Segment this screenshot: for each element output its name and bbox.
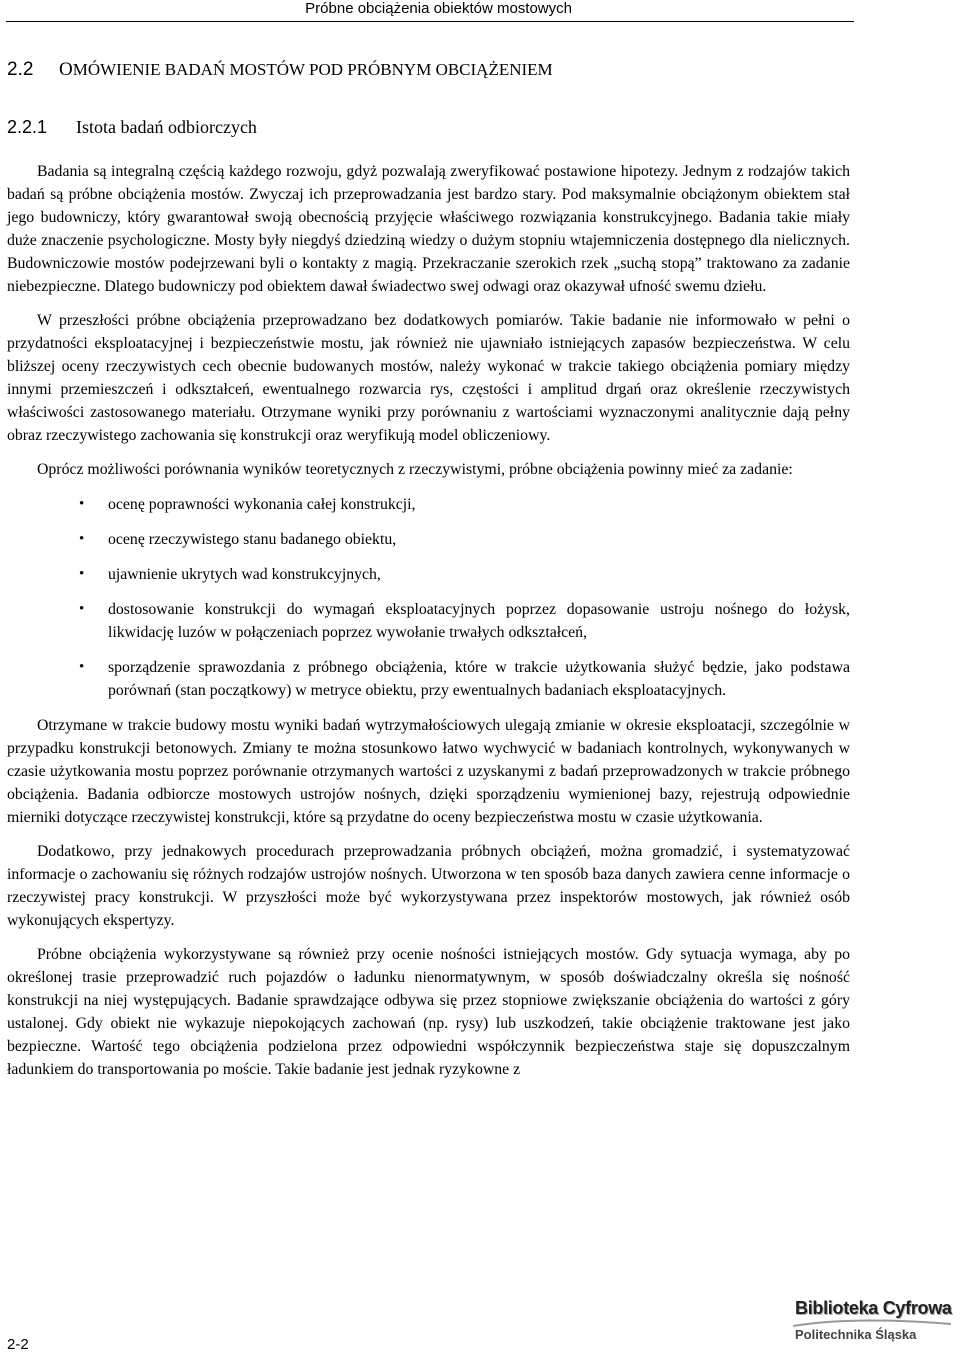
list-item [7, 563, 850, 586]
bullet-icon: • [79, 566, 85, 582]
bullet-icon: • [79, 659, 85, 675]
list-item-text: dostosowanie konstrukcji do wymagań eksploatacyjnych poprzez dopasowanie ustroju nośnego do łożysk, likwidację luzów w połączeniach poprzez wywołanie trwałych odkształceń, [108, 601, 850, 641]
section-title-initial: O [59, 59, 73, 80]
paragraph: Oprócz możliwości porównania wyników teoretycznych z rzeczywistymi, próbne obciążenia powinny mieć za zadanie: [37, 461, 793, 478]
section-title-rest: MÓWIENIE BADAŃ MOSTÓW POD PRÓBNYM OBCIĄŻENIEM [72, 60, 553, 79]
paragraph: Badania są integralną częścią każdego rozwoju, gdyż pozwalają zweryfikować postawione hipotezy. Jednym z rodzajów takich badań są próbne obciążenia mostów. Zwyczaj ich przeprowadzania jest bardzo stary. Pod maksymalnie obciążonym obiektem stał jego budowniczy, który gwarantował swoją obecnością przyjęcie właściwego rozwiązania konstrukcyjnego. Badania takie miały duże znaczenie psychologiczne. Mosty były niegdyś dziedziną wiedzy o dużym stopniu wtajemniczenia dostępnego dla nielicznych. Budowniczowie mostów podejrzewani byli o kontakty z magią. Przekraczanie szerokich rzek „suchą stopą” traktowano za zadanie niebezpieczne. Dlatego budowniczy pod obiektem dawał świadectwo swej odwagi oraz okazywał ufność swemu dziełu. [7, 163, 850, 295]
section-title [59, 59, 553, 80]
paragraph: Otrzymane w trakcie budowy mostu wyniki badań wytrzymałościowych ulegają zmianie w okresie eksploatacji, szczególnie w przypadku konstrukcji betonowych. Zmiany te można stosunkowo łatwo wychwycić w badaniach kontrolnych, wykonywanych w czasie użytkowania mostu poprzez porównanie otrzymanych wartości z uzyskanymi z badań przeprowadzonych w trakcie próbnego obciążenia. Badania odbiorcze mostowych ustrojów nośnych, dzięki sporządzeniu wymienionej bazy, rejestrują odpowiednie mierniki dotyczące rzeczywistej konstrukcji, które są przydatne do oceny bezpieczeństwa mostu w czasie użytkowania. [7, 717, 850, 826]
list-item-text: sporządzenie sprawozdania z próbnego obciążenia, które w trakcie użytkowania służyć będzie, jako podstawa porównań (stan początkowy) w metryce obiektu, przy ewentualnych badaniach eksploatacyjnych. [108, 659, 850, 699]
paragraph: Dodatkowo, przy jednakowych procedurach przeprowadzania próbnych obciążeń, można gromadzić, i systematyzować informacje o zachowaniu się różnych rodzajów ustrojów nośnych. Utworzona w ten sposób baza danych zawiera cenne informacje o rzeczywistej pracy konstrukcji. W przyszłości może być wykorzystywana przez inspektorów mostowych, jak również osób wykonujących ekspertyzy. [7, 843, 850, 929]
bullet-list [7, 493, 850, 702]
list-item-text: ocenę poprawności wykonania całej konstrukcji, [108, 496, 416, 513]
bullet-icon: • [79, 496, 85, 512]
paragraph: W przeszłości próbne obciążenia przeprowadzano bez dodatkowych pomiarów. Takie badanie nie informowało w pełni o przydatności eksploatacyjnej i bezpieczeństwie mostu, jak również nie ujawniało istniejących zapasów bezpieczeństwa. W celu bliższej oceny rzeczywistych cech obecnie budowanych mostów, należy wykonać w trakcie takiego obciążenia pomiary między innymi przemieszczeń i odkształceń, ewentualnego rozwarcia rys, częstości i amplitud drgań oraz określenie rzeczywistych właściwości zastosowanego materiału. Otrzymane wyniki przy porównaniu z wartościami wyznaczonymi analitycznie dają pełny obraz rzeczywistego zachowania się konstrukcji oraz weryfikują model obliczeniowy. [7, 312, 850, 444]
watermark-title: Biblioteka Cyfrowa [795, 1298, 952, 1318]
subsection-title: Istota badań odbiorczych [76, 117, 257, 137]
watermark-subtitle: Politechnika Śląska [795, 1327, 917, 1342]
library-watermark-logo [793, 1298, 953, 1356]
section-heading [7, 58, 553, 82]
list-item [7, 598, 850, 644]
bullet-icon: • [79, 601, 85, 617]
list-item [7, 528, 850, 551]
page-number: 2-2 [7, 1336, 29, 1353]
list-item-text: ocenę rzeczywistego stanu badanego obiektu, [108, 531, 397, 548]
header-rule [6, 21, 854, 22]
bullet-icon: • [79, 531, 85, 547]
paragraph: Próbne obciążenia wykorzystywane są również przy ocenie nośności istniejących mostów. Gdy sytuacja wymaga, aby po określonej trasie przeprowadzić ruch pojazdów o ładunku nienormatywnym, w sposób doświadczalny określa się nośność konstrukcji na niej występujących. Badanie sprawdzające odbywa się przez stopniowe zwiększanie obciążenia do wartości z góry ustalonej. Gdy obiekt nie wykazuje niepokojących zachowań (np. rysy) lub uszkodzeń, takie obciążenie traktowane jest jako bezpieczne. Wartość tego obciążenia podzielona przez odpowiedni współczynnik bezpieczeństwa staje się dopuszczalnym ładunkiem do transportowania po moście. Takie badanie jest jednak ryzykowne z [7, 946, 850, 1078]
body-text [7, 160, 850, 1092]
list-item-text: ujawnienie ukrytych wad konstrukcyjnych, [108, 566, 381, 583]
section-number: 2.2 [7, 59, 34, 80]
list-item [7, 656, 850, 702]
subsection-number: 2.2.1 [7, 117, 48, 137]
running-header: Próbne obciążenia obiektów mostowych [305, 0, 572, 17]
subsection-heading [7, 115, 257, 139]
list-item [7, 493, 850, 516]
